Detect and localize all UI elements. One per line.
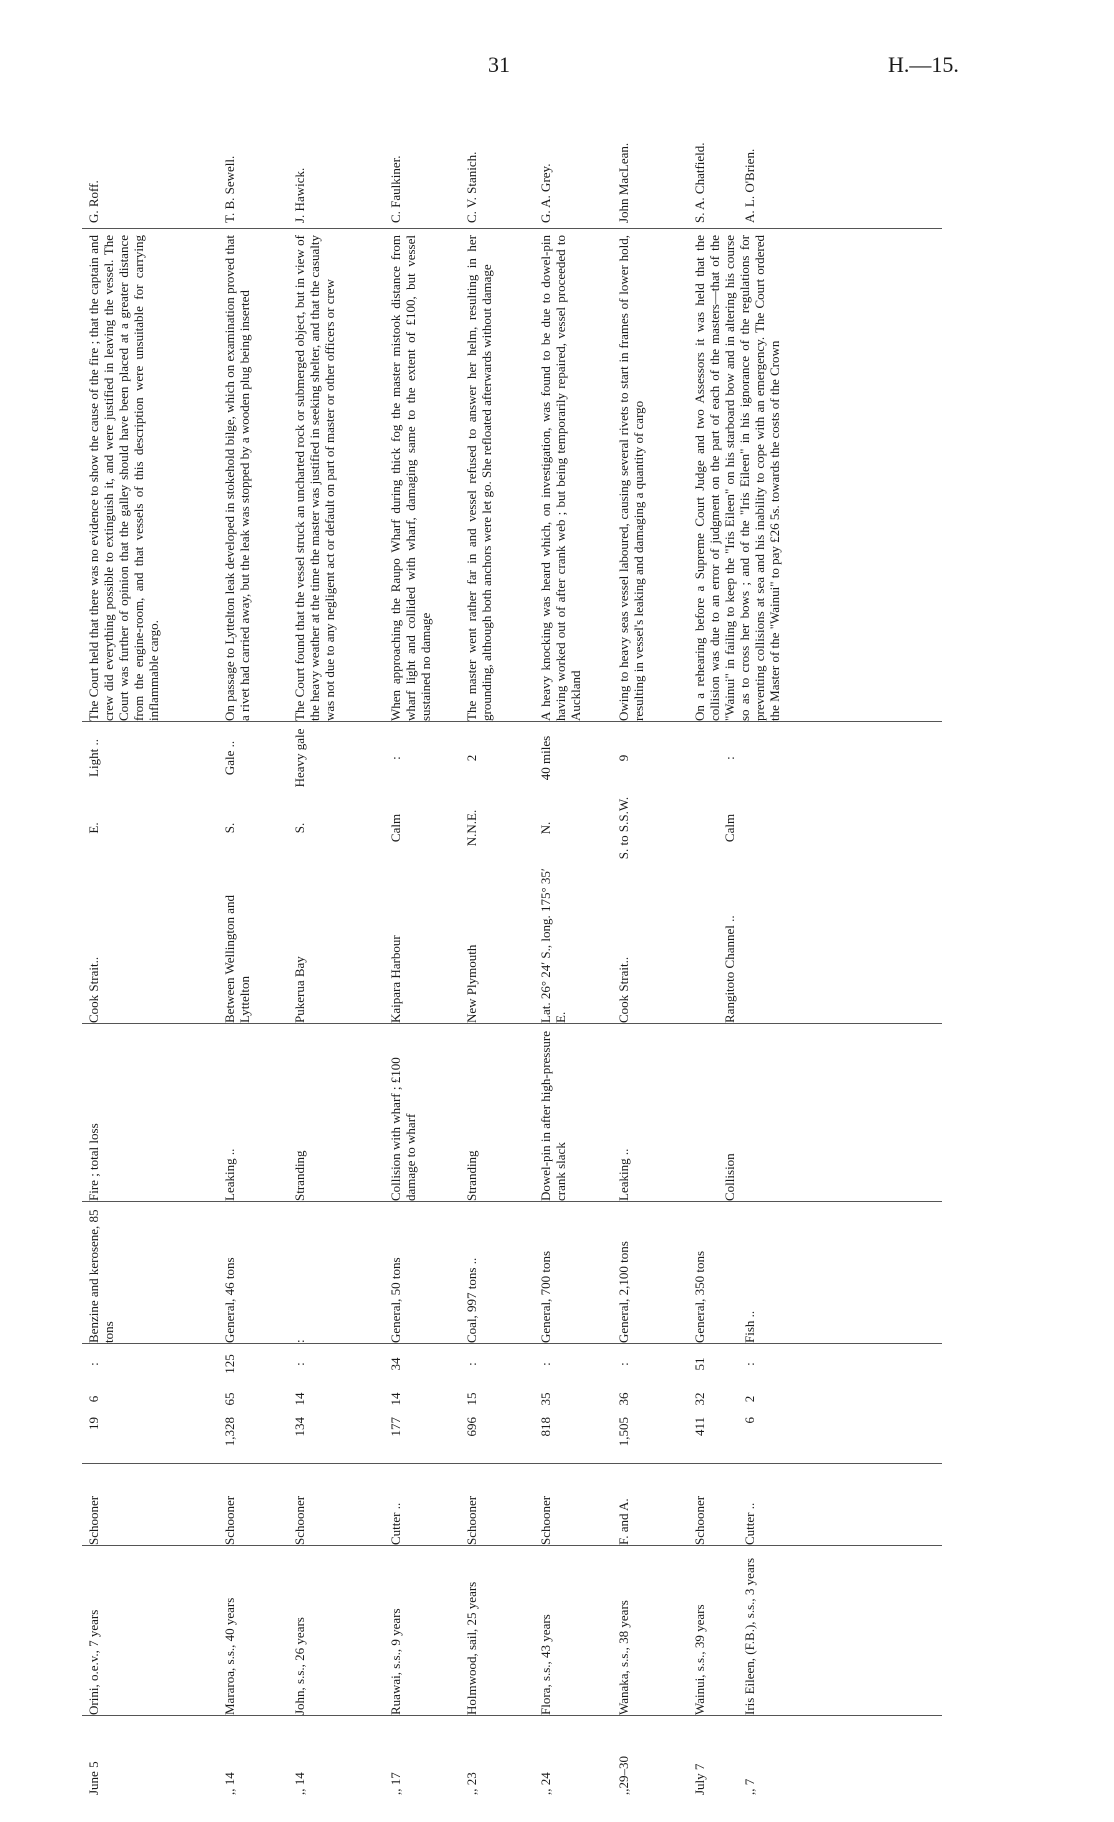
tonnage-cell: 177 <box>388 1417 403 1437</box>
paper-reference: H.—15. <box>888 52 959 77</box>
table-row <box>222 95 282 1795</box>
cargo-cell: : <box>292 1339 307 1343</box>
passengers-cell: : <box>464 1362 479 1366</box>
table-row <box>292 95 392 1795</box>
rig-cell: Schooner <box>464 1495 479 1545</box>
officer-cell: C. V. Stanich. <box>464 151 479 223</box>
tonnage-cell: 19 <box>86 1417 101 1430</box>
officer-cell: John MacLean. <box>616 142 631 223</box>
crew-cell: 65 <box>222 1392 237 1406</box>
rig-cell: Cutter .. <box>742 1502 757 1545</box>
tonnage-cell: 1,328 <box>222 1417 237 1447</box>
cargo-cell: Fish .. <box>742 1310 757 1343</box>
crew-cell: 6 <box>86 1395 101 1403</box>
vessel-cell: Holmwood, sail, 25 years <box>464 1581 479 1715</box>
passengers-cell: 125 <box>222 1354 237 1374</box>
wind-force-cell: 2 <box>464 754 479 762</box>
tonnage-cell: 411 <box>692 1417 707 1437</box>
passengers-cell: 51 <box>692 1357 707 1371</box>
wind-direction-cell: E. <box>86 822 101 834</box>
table-row <box>616 95 682 1795</box>
tonnage-cell: 6 <box>742 1417 757 1424</box>
finding-cell: The Court found that the vessel struck an uncharted rock or submerged object, but in view of the heavy weather at the time the master was justified in seeking shelter, and that the casualty was not due to any negligent act or default on part of master or other officers or crew <box>292 235 337 721</box>
officer-cell: G. A. Grey. <box>538 163 553 223</box>
nature-cell: Stranding <box>464 1150 479 1201</box>
cargo-cell: General, 50 tons <box>388 1257 403 1343</box>
rig-cell: Cutter .. <box>388 1502 403 1545</box>
finding-cell: The Court held that there was no evidence to show the cause of the fire ; that the captain and crew did everything possible to extinguish it, and were justified in leaving the vessel. The Court was further of opinion that the galley should have been placed at a greater distance from the engine-room, and that vessels of this description were unsuitable for carrying inflammable cargo. <box>86 235 161 721</box>
wind-force-cell: Light .. <box>86 739 101 777</box>
table-row <box>388 95 456 1795</box>
crew-cell: 32 <box>692 1392 707 1406</box>
passengers-cell: : <box>538 1362 553 1366</box>
wind-force-cell: Gale .. <box>222 740 237 776</box>
wind-force-cell: Heavy gale <box>292 728 307 788</box>
table-row <box>742 95 802 1795</box>
wind-direction-cell: S. to S.S.W. <box>616 796 631 860</box>
vessel-cell: Mararoa, s.s., 40 years <box>222 1597 237 1715</box>
wind-force-cell: 40 miles <box>538 735 553 781</box>
cargo-cell: General, 700 tons <box>538 1250 553 1343</box>
place-cell: Cook Strait.. <box>86 956 101 1023</box>
officer-cell: C. Faulkiner. <box>388 155 403 223</box>
nature-cell: Dowel-pin in after high-pressure crank slack <box>538 1030 568 1201</box>
page-number: 31 <box>488 52 510 77</box>
date-cell: ,, 24 <box>538 1772 553 1795</box>
date-cell: ,, 14 <box>222 1772 237 1795</box>
officer-cell: S. A. Chatfield. <box>692 142 707 223</box>
tonnage-cell: 134 <box>292 1417 307 1437</box>
wind-direction-cell: N. <box>538 821 553 835</box>
place-cell: New Plymouth <box>464 944 479 1023</box>
place-cell: Lat. 26° 24′ S., long. 175° 35′ E. <box>538 868 568 1023</box>
wind-direction-cell: S. <box>292 822 307 834</box>
date-cell: ,, 23 <box>464 1772 479 1795</box>
crew-cell: 15 <box>464 1392 479 1406</box>
date-cell: ,, 17 <box>388 1772 403 1795</box>
date-cell: ,, 7 <box>742 1778 757 1795</box>
wind-force-cell: 9 <box>616 754 631 762</box>
nature-cell: Collision with wharf ; £100 damage to wharf <box>388 1057 418 1201</box>
tonnage-cell: 1,505 <box>616 1417 631 1447</box>
passengers-cell: : <box>292 1362 307 1366</box>
vessel-cell: Wanaka, s.s., 38 years <box>616 1600 631 1715</box>
rig-cell: Schooner <box>86 1495 101 1545</box>
vessel-cell: Flora, s.s., 43 years <box>538 1614 553 1715</box>
table-row <box>86 95 216 1795</box>
finding-cell: The master went rather far in and vessel refused to answer her helm, resulting in her grounding, although both anchors were let go. She refloated afterwards without damage <box>464 235 494 721</box>
crew-cell: 36 <box>616 1392 631 1406</box>
cargo-cell: General, 46 tons <box>222 1257 237 1343</box>
finding-cell: When approaching the Raupo Wharf during thick fog the master mistook distance from wharf light and collided with wharf, damaging same to the extent of £100, but vessel sustained no damage <box>388 235 433 721</box>
rig-cell: Schooner <box>222 1495 237 1545</box>
casualty-table <box>82 95 942 1795</box>
vessel-cell: Iris Eileen, (F.B.), s.s., 3 years <box>742 1557 757 1715</box>
wind-direction-cell: N.N.E. <box>464 809 479 847</box>
vessel-cell: John, s.s., 26 years <box>292 1617 307 1715</box>
officer-cell: G. Roff. <box>86 180 101 223</box>
wind-direction-cell: Calm <box>722 813 737 843</box>
crew-cell: 2 <box>742 1395 757 1403</box>
cargo-cell: General, 350 tons <box>692 1250 707 1343</box>
vessel-cell: Ruawai, s.s., 9 years <box>388 1608 403 1715</box>
wind-direction-cell: Calm <box>388 813 403 843</box>
passengers-cell: : <box>86 1362 101 1366</box>
date-cell: July 7 <box>692 1763 707 1795</box>
cargo-cell: Benzine and kerosene, 85 tons <box>86 1209 116 1343</box>
place-cell: Kaipara Harbour <box>388 935 403 1023</box>
place-cell: Cook Strait.. <box>616 956 631 1023</box>
passengers-cell: : <box>616 1362 631 1366</box>
table-row <box>538 95 608 1795</box>
date-cell: ,, 14 <box>292 1772 307 1795</box>
cargo-cell: General, 2,100 tons <box>616 1241 631 1343</box>
nature-cell: Leaking .. <box>616 1148 631 1201</box>
officer-cell: T. B. Sewell. <box>222 155 237 223</box>
cargo-cell: Coal, 997 tons .. <box>464 1257 479 1343</box>
tonnage-cell: 696 <box>464 1417 479 1437</box>
vessel-cell: Wainui, s.s., 39 years <box>692 1604 707 1715</box>
place-cell: Pukerua Bay <box>292 956 307 1023</box>
passengers-cell: 34 <box>388 1357 403 1371</box>
finding-cell: On passage to Lyttelton leak developed in stokehold bilge, which on examination proved that a rivet had carried away, but the leak was stopped by a wooden plug being inserted <box>222 235 252 721</box>
rig-cell: Schooner <box>292 1495 307 1545</box>
wind-force-cell: : <box>388 756 403 760</box>
wind-force-cell: : <box>722 756 737 760</box>
finding-cell: Owing to heavy seas vessel laboured, causing several rivets to start in frames of lower hold, resulting in vessel's leaking and damaging a quantity of cargo <box>616 235 646 721</box>
date-cell: ,,29–30 <box>616 1756 631 1795</box>
rig-cell: F. and A. <box>616 1498 631 1545</box>
nature-cell: Leaking .. <box>222 1148 237 1201</box>
finding-cell: A heavy knocking was heard which, on investigation, was found to be due to dowel-pin having worked out of after crank web ; but being temporarily repaired, vessel proceeded to Auckland <box>538 235 583 721</box>
nature-cell: Fire ; total loss <box>86 1123 101 1201</box>
officer-cell: J. Hawick. <box>292 167 307 223</box>
crew-cell: 14 <box>292 1392 307 1406</box>
rig-cell: Schooner <box>538 1495 553 1545</box>
rig-cell: Schooner <box>692 1495 707 1545</box>
finding-cell: On a rehearing before a Supreme Court Judge and two Assessors it was held that the collision was due to an error of judgment on the part of each of the masters—that of the "Wainui" in failing to keep the "Iris Eileen" on his starboard bow and in altering his course so as to cross her bows ; and of the "Iris Eileen" in his ignorance of the regulations for preventing collisions at sea and his inability to cope with an emergency. The Court ordered the Master of the "Wainui" to pay £26 5s. towards the costs of the Crown <box>692 235 782 721</box>
table-row <box>464 95 530 1795</box>
crew-cell: 35 <box>538 1392 553 1406</box>
passengers-cell: : <box>742 1362 757 1366</box>
wind-direction-cell: S. <box>222 822 237 834</box>
officer-cell: A. L. O'Brien. <box>742 148 757 223</box>
tonnage-cell: 818 <box>538 1417 553 1437</box>
vessel-cell: Orini, o.e.v., 7 years <box>86 1609 101 1715</box>
date-cell: June 5 <box>86 1761 101 1795</box>
nature-cell: Stranding <box>292 1150 307 1201</box>
crew-cell: 14 <box>388 1392 403 1406</box>
nature-cell: Collision <box>722 1153 737 1201</box>
place-cell: Rangitoto Channel .. <box>722 915 737 1023</box>
place-cell: Between Wellington and Lyttelton <box>222 895 252 1023</box>
